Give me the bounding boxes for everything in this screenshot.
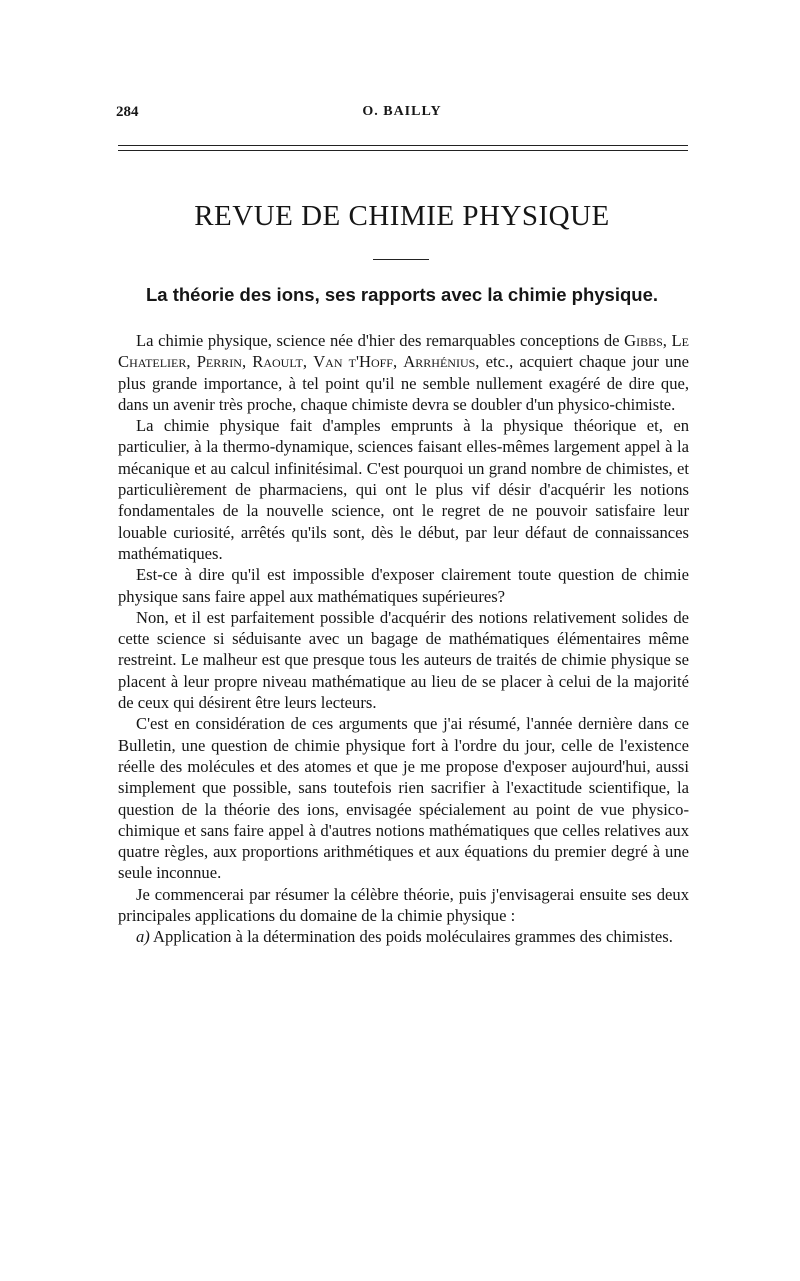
body-text [118,330,689,948]
list-item-text: Application à la détermination des poids moléculaires grammes des chimistes. [149,927,673,947]
paragraph-1-rest: , etc., acquiert chaque jour une plus grande importance, à tel point qu'il ne semble nullement exagéré de dire que, dans un avenir très proche, chaque chimiste devra se doubler d'un physico-chimiste. [118,352,690,414]
article-title: REVUE DE CHIMIE PHYSIQUE [194,200,610,232]
name-separator: , [662,331,672,350]
header-rule-thin [118,150,688,151]
title-rule [373,259,429,260]
paragraph-4: Non, et il est parfaitement possible d'acquérir des notions relativement solides de cette science si séduisante avec un bagage de mathématiques élémentaires même restreint. Le malheur est que presque tous les auteurs de traités de chimie physique se placent à leur propre niveau mathématique au lieu de se placer à celui de la majorité de ceux qui désirent être leurs lecteurs. [118,607,689,713]
name-separator: , [186,352,197,372]
paragraph-1 [118,330,689,415]
paragraph-2: La chimie physique fait d'amples emprunts à la physique théorique et, en particulier, à la thermo-dynamique, sciences faisant elles-mêmes largement appel à la mécanique et au calcul infinitésimal. C'est pourquoi un grand nombre de chimistes, et particulièrement de pharmaciens, qui ont le plus vif désir d'acquérir les notions fondamentales de la nouvelle science, ont le regret de ne pouvoir satisfaire leur louable curiosité, arrêtés qu'ils sont, dès le début, par leur défaut de connaissances mathématiques. [118,416,689,563]
paragraph-5: C'est en considération de ces arguments que j'ai résumé, l'année dernière dans ce Bulletin, une question de chimie physique fort à l'ordre du jour, celle de l'existence réelle des molécules et des atomes et que je me propose d'exposer aujourd'hui, aussi simplement que possible, sans toutefois rien sacrifier à l'exactitude scientifique, la question de la théorie des ions, envisagée spécialement au point de vue physico-chimique et sans faire appel à d'autres notions mathématiques que celles relatives aux quatre règles, aux proportions arithmétiques et aux équations du premier degré à une seule inconnue. [118,714,689,883]
header-rule-thick [118,145,688,146]
paragraph-3: Est-ce à dire qu'il est impossible d'exposer clairement toute question de chimie physique sans faire appel aux mathématiques supérieures? [118,565,689,606]
author-name-gibbs: Gibbs [624,331,663,350]
name-separator: , [302,352,314,372]
author-name-arrhenius: Arrhénius [403,352,476,372]
name-separator: , [241,352,253,372]
running-title: O. BAILLY [362,104,442,119]
author-name-van-t-hoff: Van t'Hoff [313,352,393,372]
article-subtitle: La théorie des ions, ses rapports avec la chimie physique. [145,284,659,305]
paragraph-1-lead: La chimie physique, science née d'hier des remarquables conceptions de [136,331,625,350]
page-number: 284 [116,104,139,120]
name-separator: , [392,352,404,372]
running-header [116,104,688,126]
author-name-le-chatelier: Le Chatelier [118,331,690,372]
author-name-perrin: Perrin [196,352,242,372]
paragraph-6: Je commencerai par résumer la célèbre théorie, puis j'envisagerai ensuite ses deux principales applications du domaine de la chimie physique : [118,884,689,926]
list-marker: a) [136,927,150,947]
author-name-raoult: Raoult [252,352,303,372]
paragraph-7 [118,926,689,947]
